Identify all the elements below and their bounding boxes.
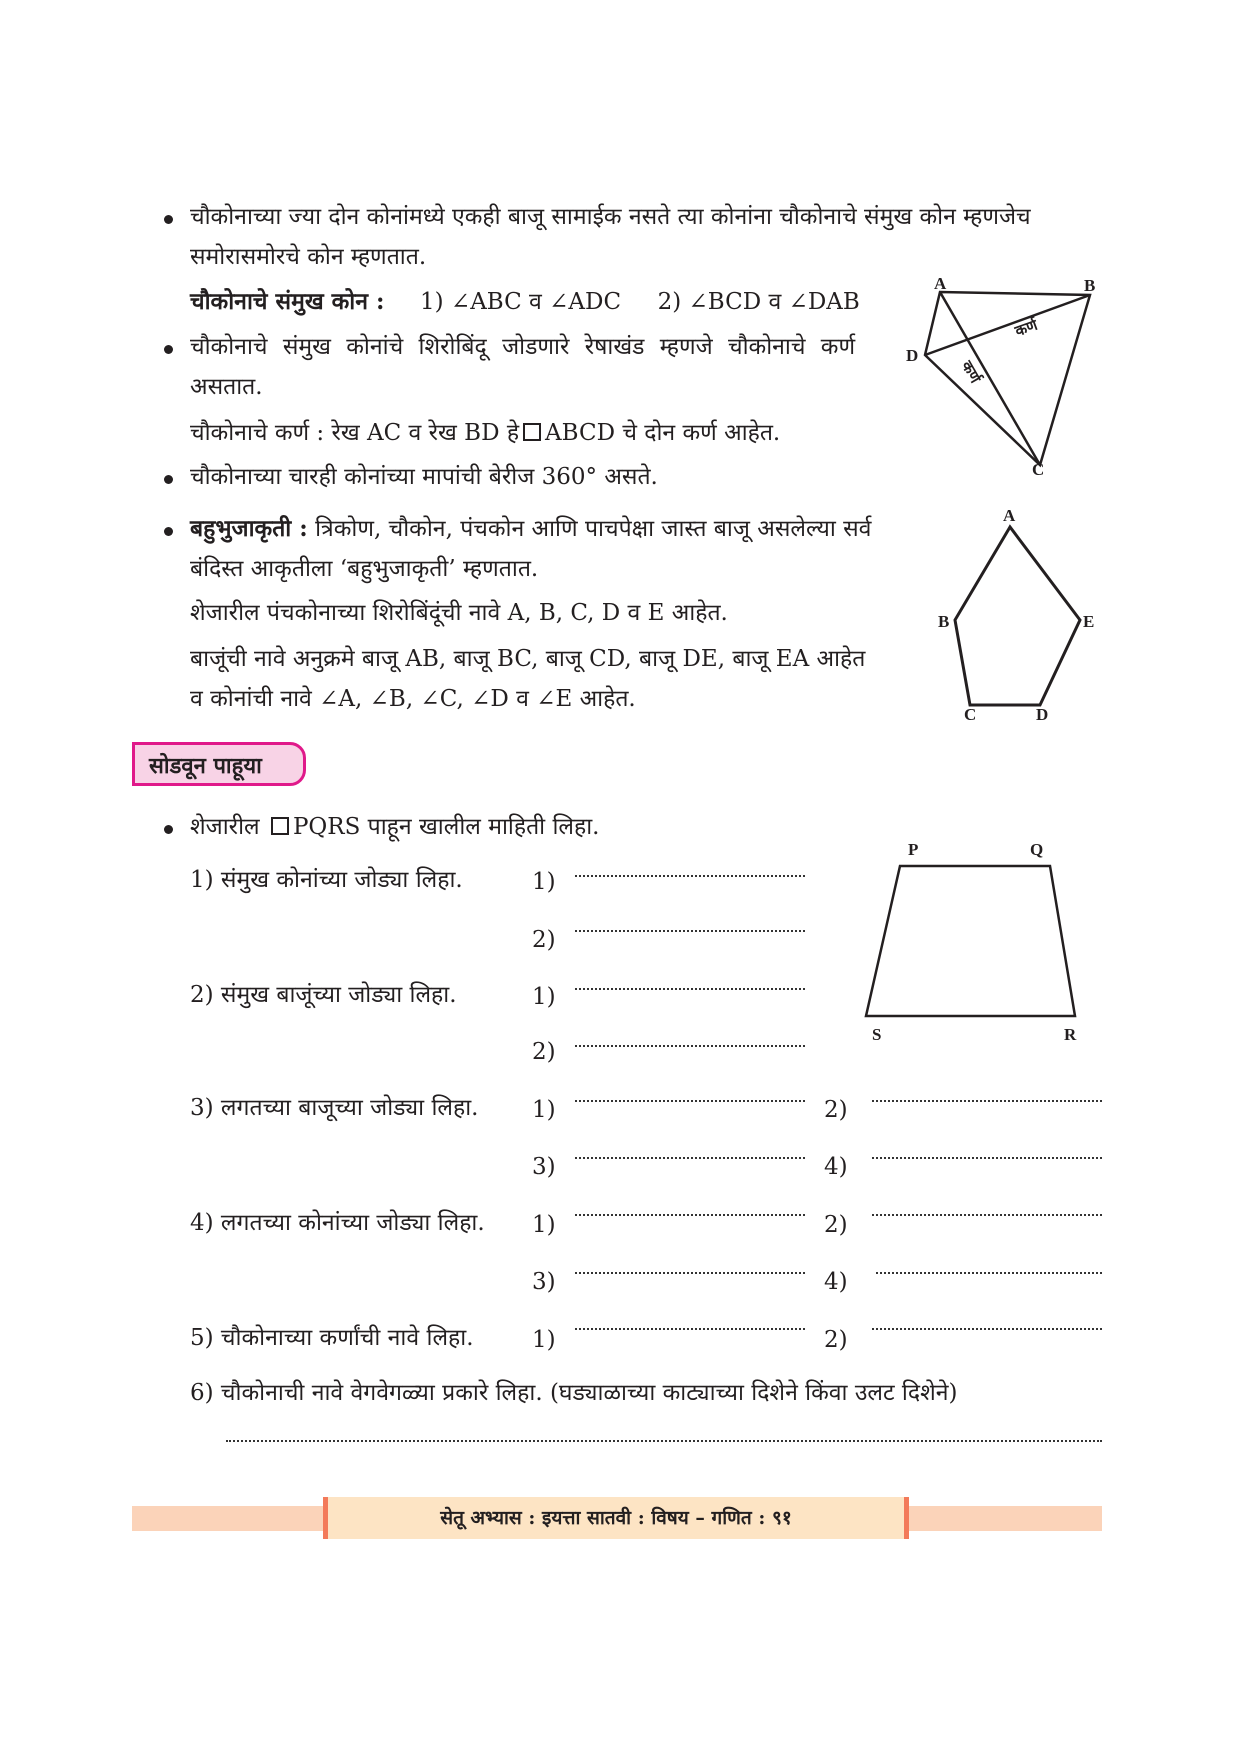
footer-text: सेतू अभ्यास : इयत्ता सातवी : विषय – गणित : ९१ [440, 1507, 792, 1529]
vertex-label: C [964, 705, 977, 724]
answer-number: 4) [824, 1269, 848, 1295]
exercise-tag [132, 742, 306, 786]
answer-blank[interactable] [872, 1328, 1102, 1330]
text: चौकोनाचे कर्ण : रेख AC व रेख BD हे [190, 420, 520, 446]
answer-number: 2) [824, 1327, 848, 1353]
text: समोरासमोरचे कोन म्हणतात. [190, 244, 427, 270]
bullet [164, 825, 173, 834]
answer-blank[interactable] [575, 1157, 805, 1159]
diagonal-label: कर्ण [957, 358, 983, 387]
answer-number: 1) [532, 1212, 556, 1238]
footer [323, 1497, 909, 1539]
text [190, 812, 599, 842]
quadrilateral-abcd [925, 292, 1090, 465]
answer-number: 2) [532, 927, 556, 953]
vertex-label: A [934, 274, 947, 293]
text: बाजूंची नावे अनुक्रमे बाजू AB, बाजू BC, बाजू CD, बाजू DE, बाजू EA आहेत [190, 646, 866, 672]
text: चौकोनाच्या चारही कोनांच्या मापांची बेरीज 360° असते. [190, 464, 658, 490]
text: PQRS पाहून खालील माहिती लिहा. [292, 814, 600, 840]
heading: चौकोनाचे संमुख कोन : [190, 288, 385, 315]
vertex-label: D [1036, 705, 1049, 724]
vertex-label: E [1083, 612, 1095, 631]
answer-blank[interactable] [575, 875, 805, 877]
question-6: 6) चौकोनाची नावे वेगवेगळ्या प्रकारे लिहा. (घड्याळाच्या काट्याच्या दिशेने किंवा उलट दिशेने) [190, 1380, 958, 1406]
answer-number: 2) [824, 1212, 848, 1238]
answer-blank[interactable] [876, 1272, 1102, 1274]
text: त्रिकोण, चौकोन, पंचकोन आणि पाचपेक्षा जास्त बाजू असलेल्या सर्व [315, 516, 872, 542]
answer-number: 3) [532, 1269, 556, 1295]
answer-blank[interactable] [575, 1328, 805, 1330]
diagonal-label: कर्ण [1013, 317, 1040, 341]
answer-blank[interactable] [872, 1157, 1102, 1159]
question-1: 1) संमुख कोनांच्या जोड्या लिहा. [190, 867, 463, 893]
answer-blank[interactable] [575, 930, 805, 932]
answer-blank[interactable] [575, 1100, 805, 1102]
vertex-label: P [908, 840, 919, 859]
question-4: 4) लगतच्या कोनांच्या जोड्या लिहा. [190, 1210, 485, 1236]
answer-blank[interactable] [575, 1214, 805, 1216]
vertex-label: D [906, 346, 919, 365]
text: 1) ∠ABC व ∠ADC 2) ∠BCD व ∠DAB [420, 289, 860, 315]
heading: बहुभुजाकृती : [190, 515, 308, 542]
text: बंदिस्त आकृतीला ‘बहुभुजाकृती’ म्हणतात. [190, 556, 539, 582]
answer-number: 1) [532, 869, 556, 895]
answer-blank[interactable] [872, 1214, 1102, 1216]
question-2: 2) संमुख बाजूंच्या जोड्या लिहा. [190, 982, 457, 1008]
answer-blank[interactable] [575, 988, 805, 990]
text: चौकोनाचे संमुख कोनांचे शिरोबिंदू जोडणारे रेषाखंड म्हणजे चौकोनाचे कर्ण [190, 334, 856, 360]
question-5: 5) चौकोनाच्या कर्णांची नावे लिहा. [190, 1325, 474, 1351]
trapezium-pqrs [866, 866, 1075, 1016]
answer-number: 1) [532, 984, 556, 1010]
vertex-label: C [1032, 460, 1045, 479]
answer-blank[interactable] [575, 1272, 805, 1274]
pentagon-abcde [955, 527, 1080, 705]
vertex-label: B [1084, 276, 1096, 295]
text: ABCD चे दोन कर्ण आहेत. [545, 420, 781, 446]
answer-number: 3) [532, 1154, 556, 1180]
answer-blank[interactable] [872, 1100, 1102, 1102]
text: चौकोनाच्या ज्या दोन कोनांमध्ये एकही बाजू सामाईक नसते त्या कोनांना चौकोनाचे संमुख कोन म्हणजेच [190, 204, 1031, 230]
square-symbol-icon [271, 817, 289, 835]
text: असतात. [190, 374, 263, 400]
answer-number: 4) [824, 1154, 848, 1180]
vertex-label: S [872, 1025, 882, 1044]
text: व कोनांची नावे ∠A, ∠B, ∠C, ∠D व ∠E आहेत. [190, 686, 636, 712]
text: शेजारील [190, 814, 260, 840]
answer-number: 1) [532, 1097, 556, 1123]
answer-blank[interactable] [575, 1045, 805, 1047]
answer-number: 2) [532, 1039, 556, 1065]
answer-number: 2) [824, 1097, 848, 1123]
question-3: 3) लगतच्या बाजूच्या जोड्या लिहा. [190, 1095, 479, 1121]
exercise-tag-label: सोडवून पाहूया [149, 753, 262, 779]
answer-blank[interactable] [226, 1440, 1102, 1442]
vertex-label: Q [1030, 840, 1044, 859]
vertex-label: B [938, 612, 950, 631]
answer-number: 1) [532, 1327, 556, 1353]
vertex-label: R [1064, 1025, 1077, 1044]
vertex-label: A [1003, 506, 1016, 525]
text: शेजारील पंचकोनाच्या शिरोबिंदूंची नावे A, B, C, D व E आहेत. [190, 600, 728, 626]
